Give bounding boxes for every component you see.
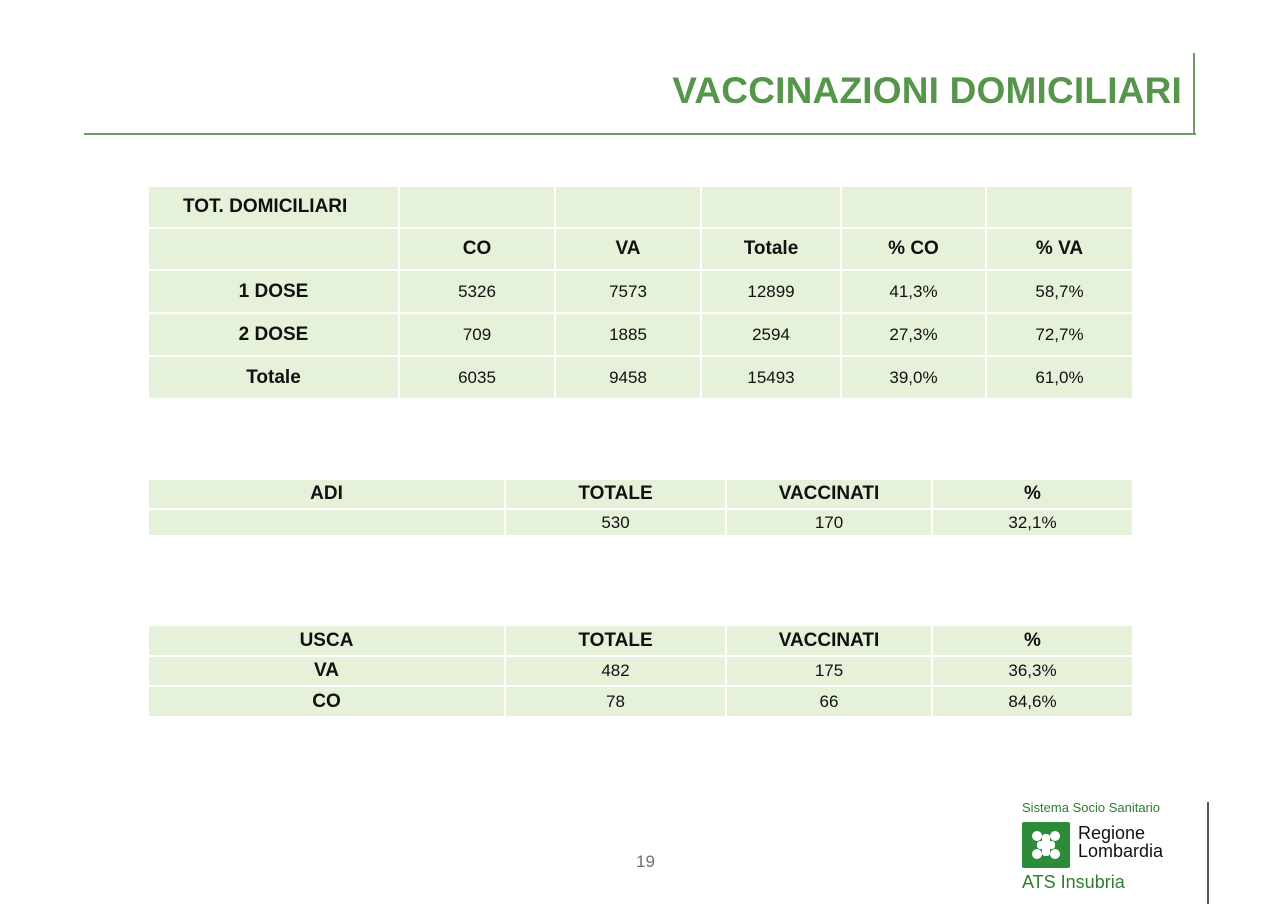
table-cell: 709 <box>399 313 555 356</box>
column-header: Totale <box>701 228 841 270</box>
table-cell: 58,7% <box>986 270 1133 313</box>
row-label: CO <box>148 686 505 717</box>
table-cell: 530 <box>505 509 726 536</box>
table-cell: 482 <box>505 656 726 686</box>
ats-insubria-logo <box>1022 798 1212 898</box>
table-cell: 41,3% <box>841 270 986 313</box>
empty-cell <box>841 186 986 228</box>
column-header: TOTALE <box>505 479 726 509</box>
table-cell: 27,3% <box>841 313 986 356</box>
table-cell: 7573 <box>555 270 701 313</box>
logo-agency-name: ATS Insubria <box>1022 872 1125 892</box>
table-cell: 39,0% <box>841 356 986 399</box>
table-cell: 1885 <box>555 313 701 356</box>
table-cell: 170 <box>726 509 932 536</box>
table-cell: 2594 <box>701 313 841 356</box>
title-vertical-rule <box>1193 53 1195 135</box>
row-label: 1 DOSE <box>148 270 399 313</box>
column-header: USCA <box>148 625 505 656</box>
table-cell: 175 <box>726 656 932 686</box>
logo-region-line2: Lombardia <box>1078 841 1164 861</box>
table-cell: 15493 <box>701 356 841 399</box>
row-label <box>148 509 505 536</box>
column-header: VACCINATI <box>726 479 932 509</box>
row-label: Totale <box>148 356 399 399</box>
table-cell: 84,6% <box>932 686 1133 717</box>
table-cell: 61,0% <box>986 356 1133 399</box>
empty-cell <box>701 186 841 228</box>
column-header: TOTALE <box>505 625 726 656</box>
empty-cell <box>399 186 555 228</box>
table-header-row <box>148 625 1133 656</box>
logo-region-line1: Regione <box>1078 823 1146 843</box>
empty-cell <box>986 186 1133 228</box>
table-cell: 6035 <box>399 356 555 399</box>
usca-table <box>147 624 1134 718</box>
column-header: VACCINATI <box>726 625 932 656</box>
column-header: % VA <box>986 228 1133 270</box>
column-header: % CO <box>841 228 986 270</box>
logo-region-name <box>1078 824 1163 860</box>
table-row <box>148 313 1133 356</box>
table-header-row <box>148 479 1133 509</box>
adi-table <box>147 478 1134 537</box>
title-underline <box>84 133 1196 135</box>
row-label: VA <box>148 656 505 686</box>
column-header: ADI <box>148 479 505 509</box>
table-row <box>148 509 1133 536</box>
row-label: 2 DOSE <box>148 313 399 356</box>
page-title: VACCINAZIONI DOMICILIARI <box>672 70 1182 111</box>
table-cell: 5326 <box>399 270 555 313</box>
table-caption: TOT. DOMICILIARI <box>148 186 399 228</box>
table-row <box>148 356 1133 399</box>
column-header: VA <box>555 228 701 270</box>
table-cell: 9458 <box>555 356 701 399</box>
table-cell: 78 <box>505 686 726 717</box>
logo-vertical-rule <box>1207 802 1209 904</box>
column-header: CO <box>399 228 555 270</box>
empty-cell <box>148 228 399 270</box>
table-row <box>148 686 1133 717</box>
table-cell: 32,1% <box>932 509 1133 536</box>
logo-system-label: Sistema Socio Sanitario <box>1022 800 1161 815</box>
regione-lombardia-emblem-icon <box>1022 822 1070 868</box>
table-caption-row <box>148 186 1133 228</box>
table-cell: 72,7% <box>986 313 1133 356</box>
table-header-row <box>148 228 1133 270</box>
column-header: % <box>932 479 1133 509</box>
domiciliari-table <box>147 185 1134 400</box>
table-cell: 66 <box>726 686 932 717</box>
table-row <box>148 656 1133 686</box>
column-header: % <box>932 625 1133 656</box>
table-row <box>148 270 1133 313</box>
page-number: 19 <box>636 852 655 871</box>
empty-cell <box>555 186 701 228</box>
table-cell: 36,3% <box>932 656 1133 686</box>
table-cell: 12899 <box>701 270 841 313</box>
